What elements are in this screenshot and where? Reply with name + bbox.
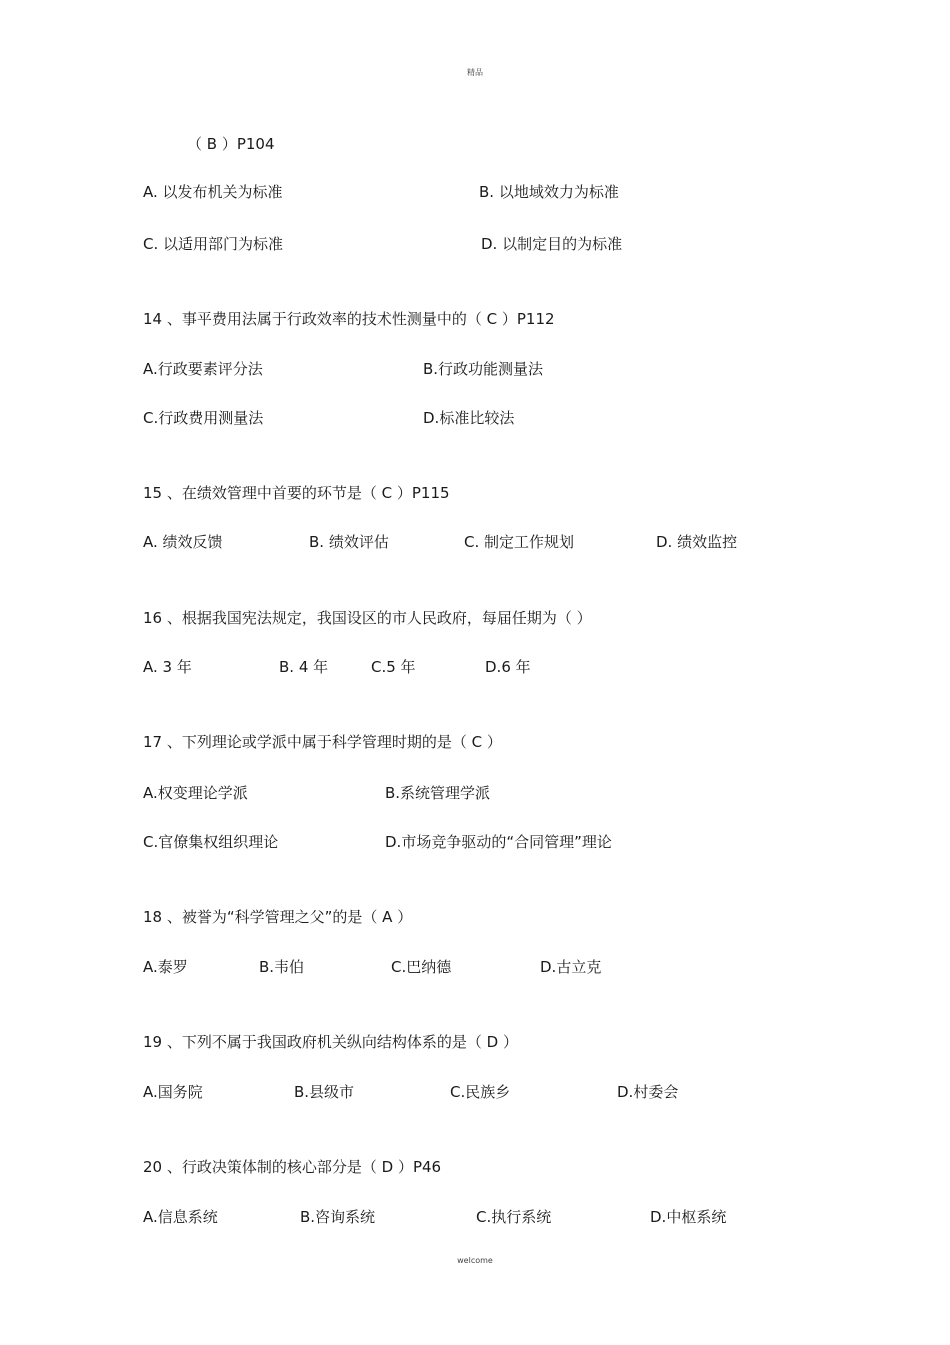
q20-option-c: C.执行系统 (476, 1208, 552, 1226)
q14-question: 14 、事平费用法属于行政效率的技术性测量中的（ C ）P112 (143, 310, 555, 328)
q14-option-b: B.行政功能测量法 (423, 360, 544, 378)
q16-option-a: A. 3 年 (143, 658, 192, 676)
q20-question: 20 、行政决策体制的核心部分是（ D ）P46 (143, 1158, 442, 1176)
q14-option-c: C.行政费用测量法 (143, 409, 264, 427)
q19-option-c: C.民族乡 (450, 1083, 511, 1101)
q13-option-c: C. 以适用部门为标准 (143, 235, 284, 253)
q14-option-a: A.行政要素评分法 (143, 360, 263, 378)
q18-option-b: B.韦伯 (259, 958, 305, 976)
q19-option-b: B.县级市 (294, 1083, 355, 1101)
q20-option-d: D.中枢系统 (650, 1208, 727, 1226)
q18-option-c: C.巴纳德 (391, 958, 452, 976)
q13-option-b: B. 以地域效力为标准 (479, 183, 619, 201)
q17-option-d: D.市场竞争驱动的“合同管理”理论 (385, 833, 612, 851)
q15-option-d: D. 绩效监控 (656, 533, 738, 551)
q13-answer-line: （ B ）P104 (187, 135, 275, 153)
page-footer: welcome (457, 1256, 493, 1265)
q18-option-a: A.泰罗 (143, 958, 188, 976)
q17-option-c: C.官僚集权组织理论 (143, 833, 279, 851)
q16-option-b: B. 4 年 (279, 658, 329, 676)
q17-option-b: B.系统管理学派 (385, 784, 491, 802)
q18-question: 18 、被誉为“科学管理之父”的是（ A ） (143, 908, 413, 926)
q20-option-a: A.信息系统 (143, 1208, 218, 1226)
q15-question: 15 、在绩效管理中首要的环节是（ C ）P115 (143, 484, 450, 502)
q19-option-a: A.国务院 (143, 1083, 203, 1101)
q17-option-a: A.权变理论学派 (143, 784, 248, 802)
q17-question: 17 、下列理论或学派中属于科学管理时期的是（ C ） (143, 733, 502, 751)
q16-option-d: D.6 年 (485, 658, 531, 676)
q15-option-a: A. 绩效反馈 (143, 533, 223, 551)
q16-question: 16 、根据我国宪法规定，我国设区的市人民政府，每届任期为（ ） (143, 609, 592, 627)
page-header: 精品 (467, 68, 483, 77)
q16-option-c: C.5 年 (371, 658, 416, 676)
q20-option-b: B.咨询系统 (300, 1208, 376, 1226)
q15-option-b: B. 绩效评估 (309, 533, 389, 551)
q19-option-d: D.村委会 (617, 1083, 679, 1101)
q13-option-a: A. 以发布机关为标准 (143, 183, 283, 201)
q15-option-c: C. 制定工作规划 (464, 533, 575, 551)
q13-option-d: D. 以制定目的为标准 (481, 235, 623, 253)
q19-question: 19 、下列不属于我国政府机关纵向结构体系的是（ D ） (143, 1033, 518, 1051)
q14-option-d: D.标准比较法 (423, 409, 515, 427)
q18-option-d: D.古立克 (540, 958, 602, 976)
